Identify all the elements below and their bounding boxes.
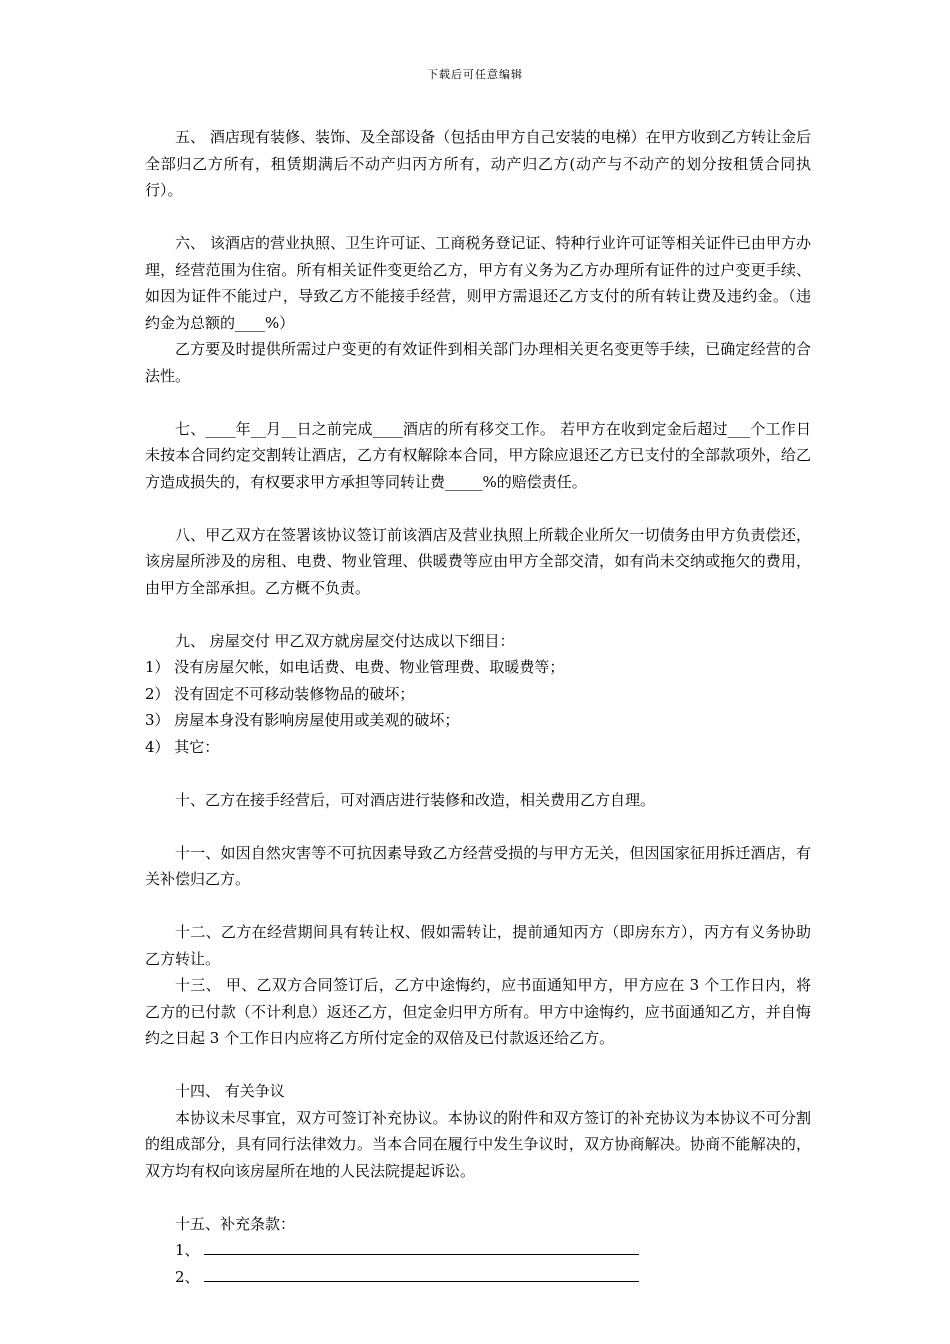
document-body [145,124,811,1290]
page-header: 下载后可任意编辑 [427,68,523,81]
supplement-line-1-number: 1、 [175,1241,200,1259]
clause-9-item-3: 3） 房屋本身没有影响房屋使用或美观的破坏； [145,711,460,729]
clause-15-title: 十五、补充条款： [175,1214,296,1233]
clause-12: 十二、乙方在经营期间具有转让权、假如需转让，提前通知丙方（即房东方），丙方有义务协助乙方转让。 [145,923,811,968]
supplement-line-1 [145,1237,811,1264]
clause-14-title: 十四、 有关争议 [175,1082,285,1100]
clause-6: 六、 该酒店的营业执照、卫生许可证、工商税务登记证、特种行业许可证等相关证件已由甲方办理，经营范围为住宿。所有相关证件变更给乙方，甲方有义务为乙方办理所有证件的过户变更手续、如因为证件不能过户，导致乙方不能接手经营，则甲方需退还乙方支付的所有转让费及违约金。（违约金为总额的____%） [145,234,811,332]
supplement-line-1-blank [204,1239,639,1255]
clause-5: 五、 酒店现有装修、装饰、及全部设备（包括由甲方自己安装的电梯）在甲方收到乙方转让金后全部归乙方所有，租赁期满后不动产归丙方所有，动产归乙方(动产与不动产的划分按租赁合同执行）。 [145,128,811,199]
clause-7: 七、____年__月__日之前完成____酒店的所有移交工作。 若甲方在收到定金后超过___个工作日未按本合同约定交割转让酒店，乙方有权解除本合同，甲方除应退还乙方已支付的全部款项外，给乙方造成损失的，有权要求甲方承担等同转让费_____%的赔偿责任。 [145,419,811,491]
supplement-line-2 [145,1264,811,1291]
supplement-line-2-number: 2、 [175,1267,200,1286]
clause-13: 十三、 甲、乙双方合同签订后，乙方中途悔约，应书面通知甲方，甲方应在 3 个工作日内，将乙方的已付款（不计利息）返还乙方，但定金归甲方所有。甲方中途悔约，应书面通知乙方，并自悔约之日起 3 个工作日内应将乙方所付定金的双倍及已付款返还给乙方。 [145,976,811,1047]
clause-9-item-1: 1） 没有房屋欠帐，如电话费、电费、物业管理费、取暖费等； [145,658,565,676]
clause-11: 十一、如因自然灾害等不可抗因素导致乙方经营受损的与甲方无关，但因国家征用拆迁酒店，有关补偿归乙方。 [145,843,811,888]
clause-10: 十、乙方在接手经营后，可对酒店进行装修和改造，相关费用乙方自理。 [175,790,656,809]
clause-9-item-4: 4） 其它： [145,737,220,756]
clause-9-item-2: 2） 没有固定不可移动装修物品的破坏； [145,684,415,703]
supplement-line-2-blank [204,1266,639,1282]
clause-14-body: 本协议未尽事宜，双方可签订补充协议。本协议的附件和双方签订的补充协议为本协议不可分割的组成部分，具有同行法律效力。当本合同在履行中发生争议时，双方协商解决。协商不能解决的，双方均有权向该房屋所在地的人民法院提起诉讼。 [145,1108,811,1180]
clause-6-note: 乙方要及时提供所需过户变更的有效证件到相关部门办理相关更名变更等手续，已确定经营的合法性。 [145,340,811,385]
clause-9-title: 九、 房屋交付 甲乙双方就房屋交付达成以下细目： [175,631,515,650]
clause-8: 八、甲乙双方在签署该协议签订前该酒店及营业执照上所载企业所欠一切债务由甲方负责偿还，该房屋所涉及的房租、电费、物业管理、供暖费等应由甲方全部交清，如有尚未交纳或拖欠的费用，由甲方全部承担。乙方概不负责。 [145,525,811,597]
